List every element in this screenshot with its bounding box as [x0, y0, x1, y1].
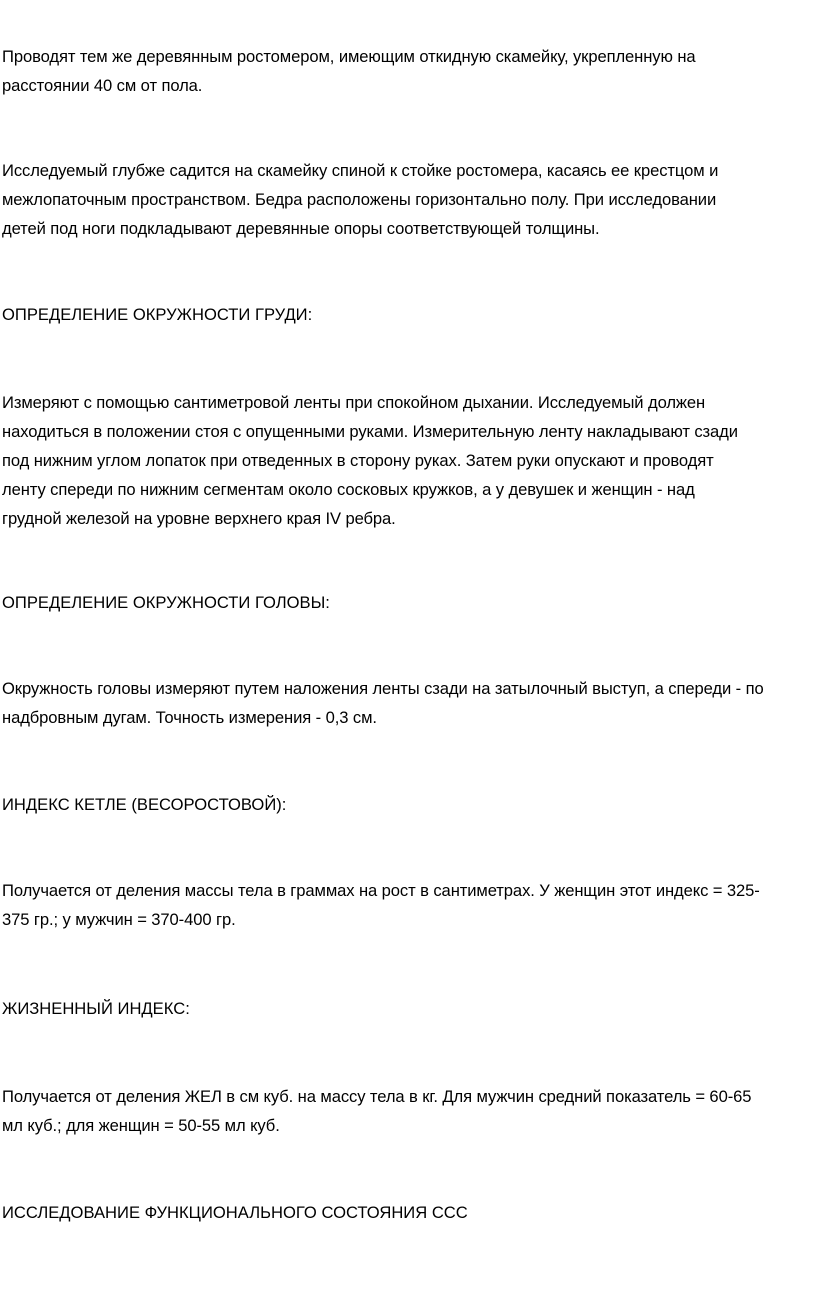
- text-line: грудной железой на уровне верхнего края IV ребра.: [2, 509, 396, 528]
- text-line: 375 гр.; у мужчин = 370-400 гр.: [2, 910, 236, 929]
- paragraph-quetelet-index: [2, 876, 814, 934]
- heading-cardiovascular-function: ИССЛЕДОВАНИЕ ФУНКЦИОНАЛЬНОГО СОСТОЯНИЯ ССС: [2, 1203, 468, 1222]
- text-line: Получается от деления ЖЕЛ в см куб. на массу тела в кг. Для мужчин средний показатель = 60-65: [2, 1087, 752, 1106]
- text-line: межлопаточным пространством. Бедра расположены горизонтально полу. При исследовании: [2, 190, 717, 209]
- text-line: Исследуемый глубже садится на скамейку спиной к стойке ростомера, касаясь ее крестцом и: [2, 161, 719, 180]
- text-line: находиться в положении стоя с опущенными руками. Измерительную ленту накладывают сзади: [2, 422, 738, 441]
- text-line: Получается от деления массы тела в граммах на рост в сантиметрах. У женщин этот индекс = 325-: [2, 881, 760, 900]
- text-line: детей под ноги подкладывают деревянные опоры соответствующей толщины.: [2, 219, 600, 238]
- text-line: мл куб.; для женщин = 50-55 мл куб.: [2, 1116, 280, 1135]
- text-line: Измеряют с помощью сантиметровой ленты при спокойном дыхании. Исследуемый должен: [2, 393, 706, 412]
- paragraph-vital-index: [2, 1082, 814, 1140]
- paragraph-sitting-position: [2, 156, 814, 243]
- text-line: расстоянии 40 см от пола.: [2, 76, 203, 95]
- text-line: Окружность головы измеряют путем наложения ленты сзади на затылочный выступ, а спереди - по: [2, 679, 764, 698]
- paragraph-stadiometer: [2, 42, 814, 100]
- paragraph-chest-measurement: [2, 388, 814, 533]
- text-line: ленту спереди по нижним сегментам около сосковых кружков, а у девушек и женщин - над: [2, 480, 695, 499]
- text-line: надбровным дугам. Точность измерения - 0,3 см.: [2, 708, 377, 727]
- heading-chest-circumference: ОПРЕДЕЛЕНИЕ ОКРУЖНОСТИ ГРУДИ:: [2, 305, 313, 324]
- text-line: Проводят тем же деревянным ростомером, имеющим откидную скамейку, укрепленную на: [2, 47, 696, 66]
- paragraph-head-measurement: [2, 674, 814, 732]
- heading-vital-index: ЖИЗНЕННЫЙ ИНДЕКС:: [2, 999, 190, 1018]
- heading-head-circumference: ОПРЕДЕЛЕНИЕ ОКРУЖНОСТИ ГОЛОВЫ:: [2, 593, 330, 612]
- heading-quetelet-index: ИНДЕКС КЕТЛЕ (ВЕСОРОСТОВОЙ):: [2, 795, 287, 814]
- text-line: под нижним углом лопаток при отведенных в сторону руках. Затем руки опускают и проводят: [2, 451, 714, 470]
